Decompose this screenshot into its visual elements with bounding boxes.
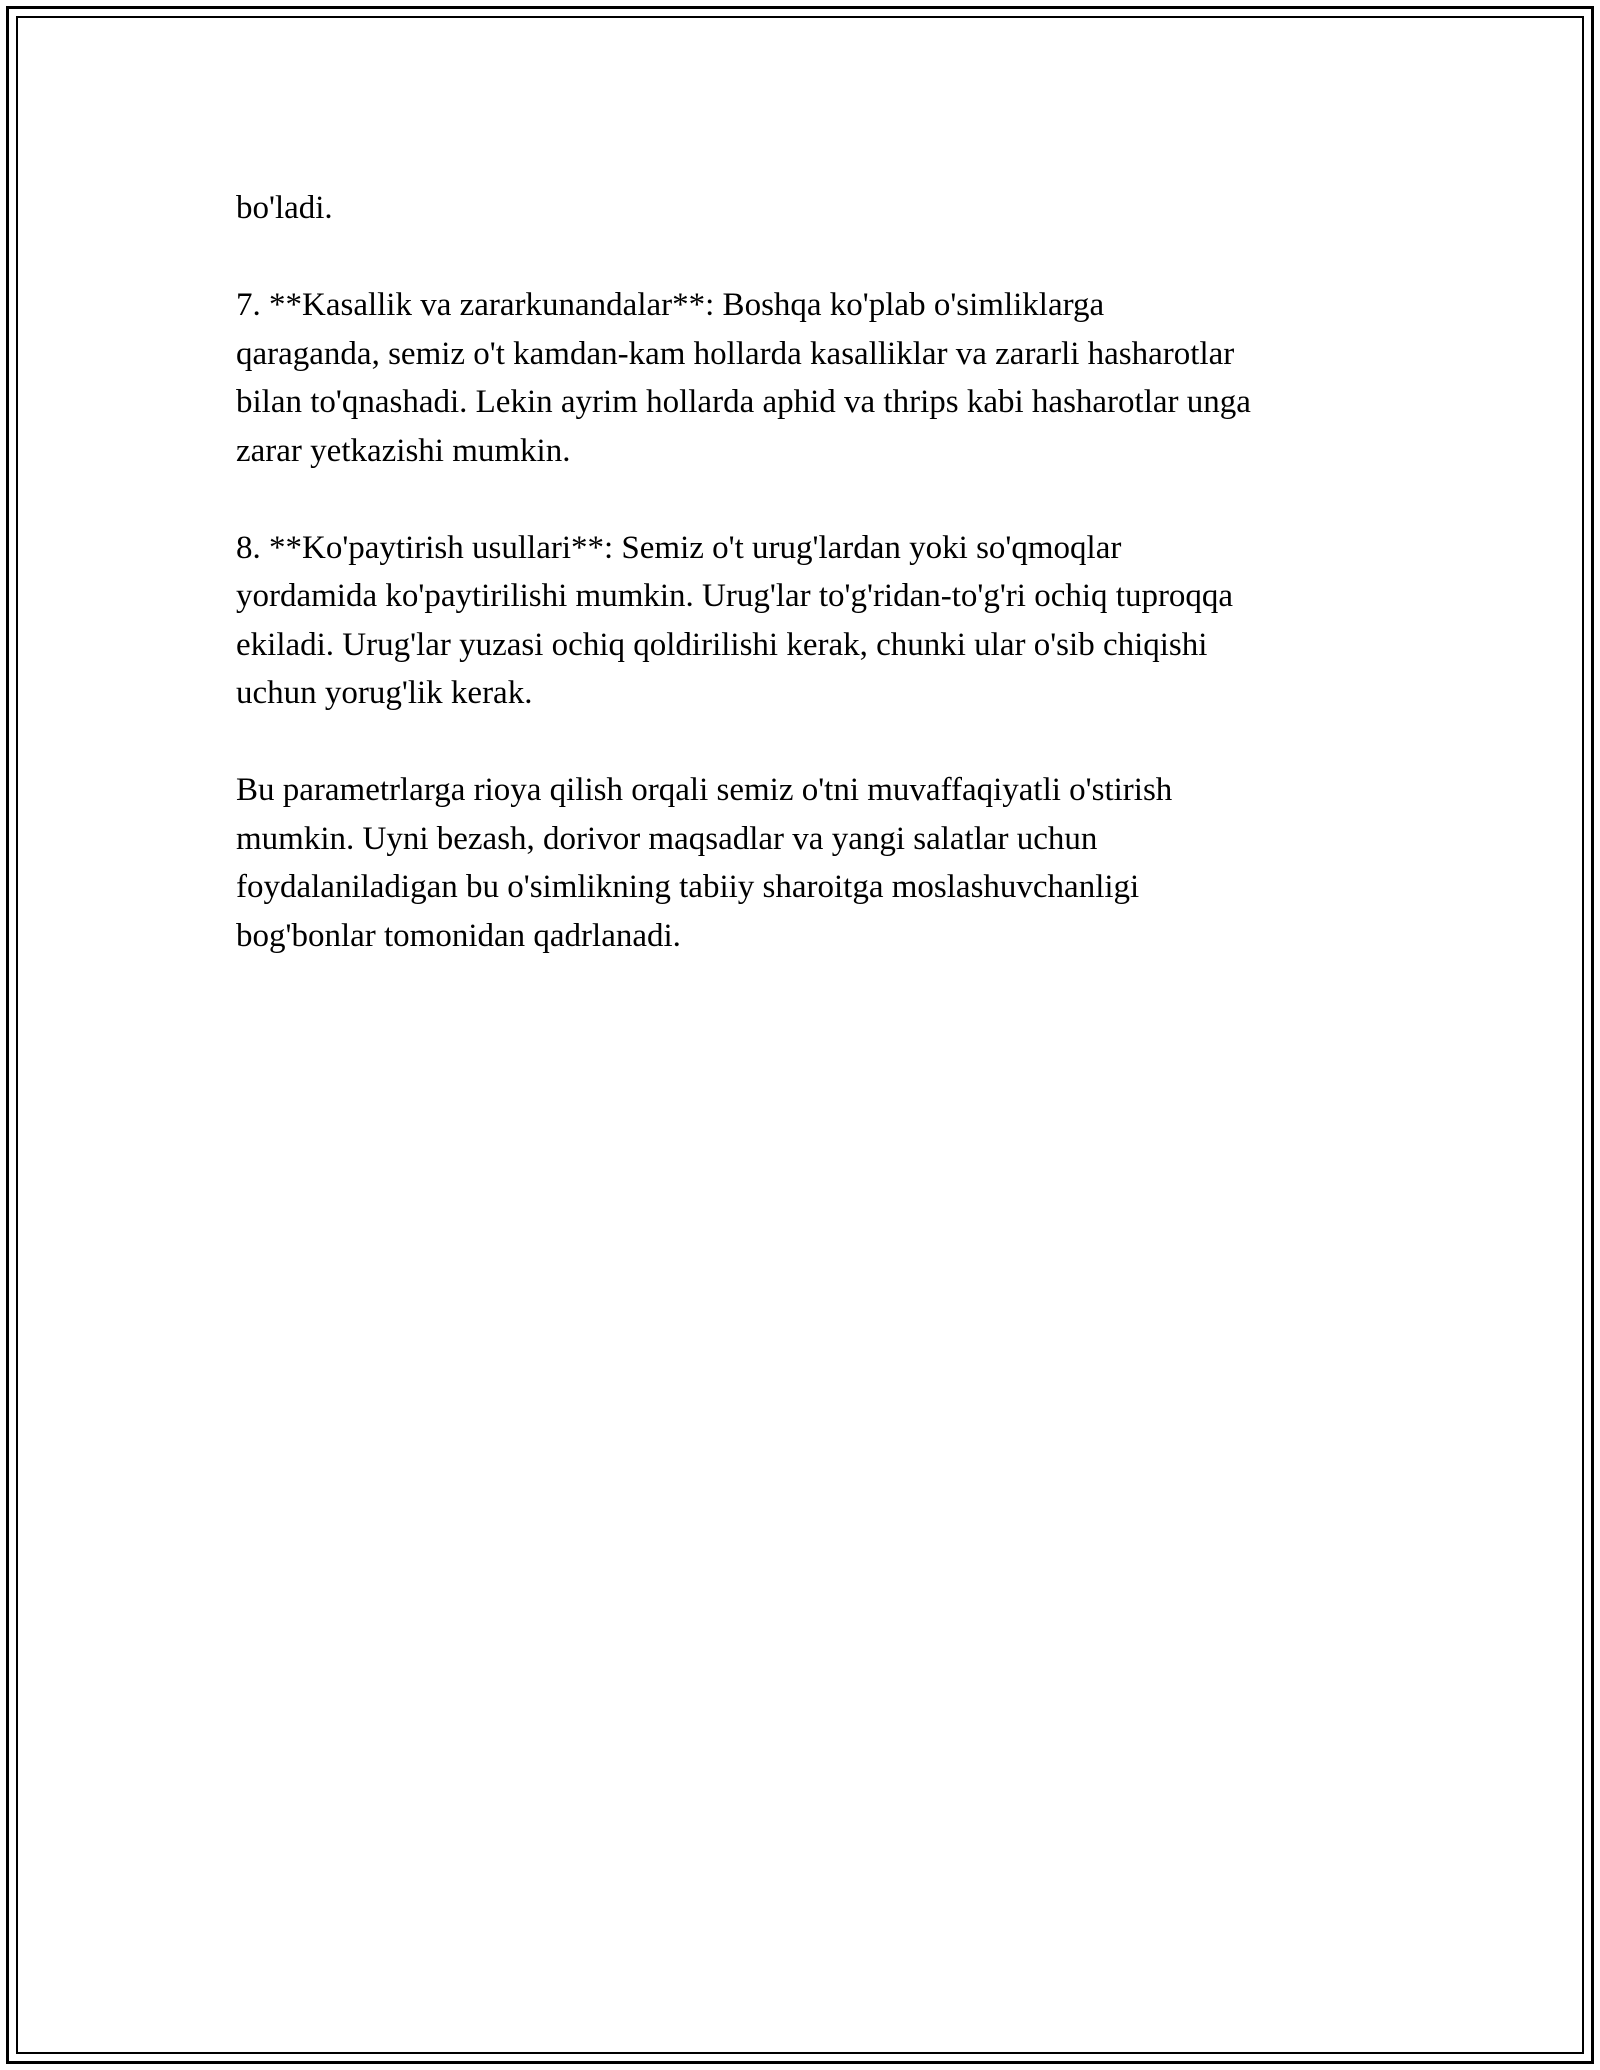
document-body (236, 184, 1396, 1009)
text-line: foydalaniladigan bu o'simlikning tabiiy sharoitga moslashuvchanligi (236, 869, 1140, 905)
paragraph-diseases-pests (236, 281, 1396, 475)
text-line: qaraganda, semiz o't kamdan-kam hollarda kasalliklar va zararli hasharotlar (236, 335, 1235, 372)
text-line: mumkin. Uyni bezash, dorivor maqsadlar va yangi salatlar uchun (236, 820, 1098, 857)
text-line: uchun yorug'lik kerak. (236, 675, 533, 711)
text-line: bilan to'qnashadi. Lekin ayrim hollarda aphid va thrips kabi hasharotlar unga (236, 384, 1251, 420)
text-line: Bu parametrlarga rioya qilish orqali semiz o'tni muvaffaqiyatli o'stirish (236, 772, 1173, 808)
text-line: 8. **Ko'paytirish usullari**: Semiz o't urug'lardan yoki so'qmoqlar (236, 529, 1122, 566)
paragraph-continuation (236, 184, 1396, 233)
text-line: bog'bonlar tomonidan qadrlanadi. (236, 917, 681, 954)
text-line: yordamida ko'paytirilishi mumkin. Urug'lar to'g'ridan-to'g'ri ochiq tuproqqa (236, 578, 1234, 614)
paragraph-conclusion (236, 766, 1396, 960)
paragraph-propagation (236, 524, 1396, 718)
text-line: ekiladi. Urug'lar yuzasi ochiq qoldirilishi kerak, chunki ular o'sib chiqishi (236, 626, 1208, 663)
text-line: bo'ladi. (236, 190, 333, 226)
text-line: 7. **Kasallik va zararkunandalar**: Boshqa ko'plab o'simliklarga (236, 287, 1105, 323)
text-line: zarar yetkazishi mumkin. (236, 432, 571, 469)
